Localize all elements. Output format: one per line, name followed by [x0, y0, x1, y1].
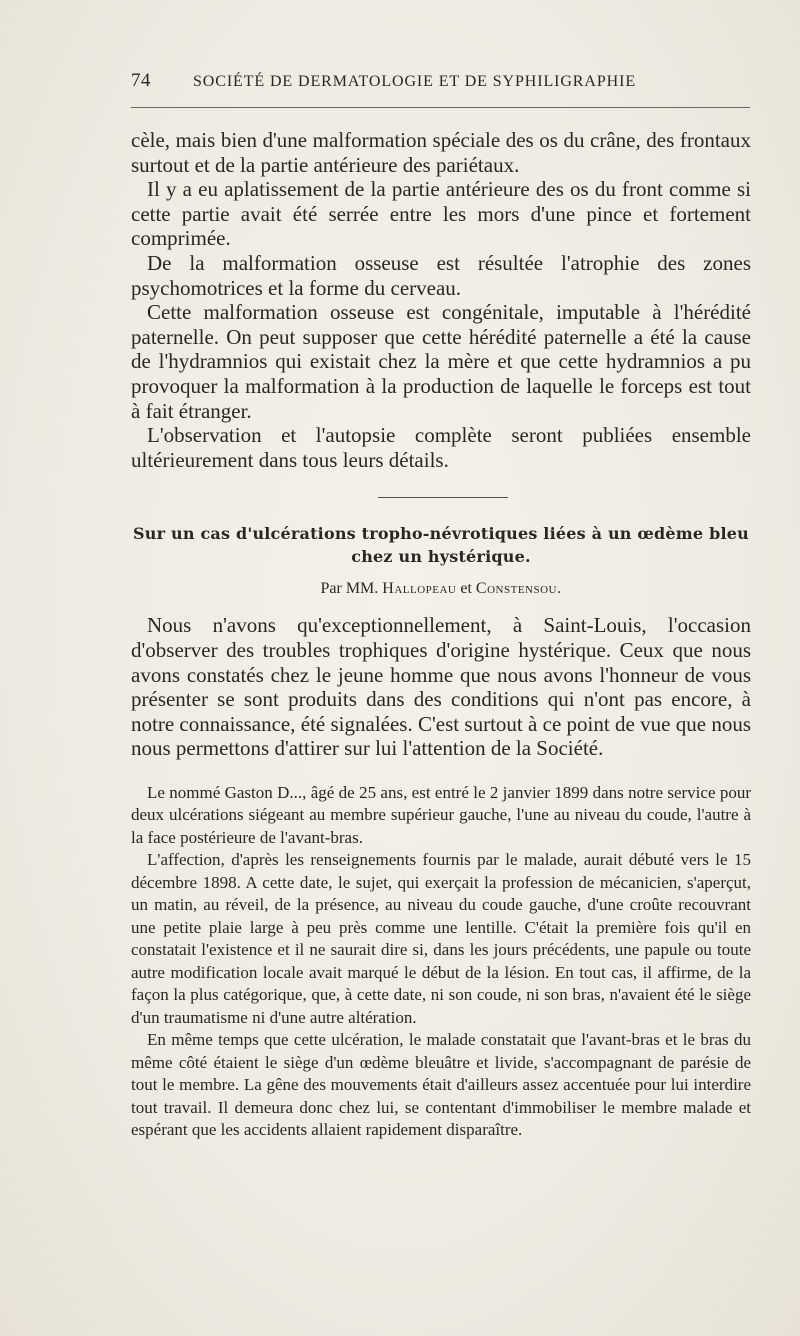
paragraph: L'observation et l'autopsie complète seront publiées ensemble ultérieurement dans tous leurs détails. — [131, 423, 751, 472]
page-number: 74 — [131, 70, 151, 91]
page-header — [131, 70, 750, 92]
body-text — [131, 128, 751, 1142]
case-paragraph: Le nommé Gaston D..., âgé de 25 ans, est entré le 2 janvier 1899 dans notre service pour deux ulcérations siégeant au membre supérieur gauche, l'une au niveau du coude, l'autre à la face postérieure de l'avant-bras. — [131, 782, 751, 847]
paragraph: cèle, mais bien d'une malformation spéciale des os du crâne, des frontaux surtout et de la partie antérieure des pariétaux. — [131, 128, 751, 177]
paragraph: De la malformation osseuse est résultée l'atrophie des zones psychomotrices et la forme du cerveau. — [131, 250, 751, 300]
author-name: Constensou. — [475, 580, 562, 598]
header-rule — [131, 107, 750, 108]
case-paragraph: L'affection, d'après les renseignements fournis par le malade, aurait débuté vers le 15 décembre 1898. A cette date, le sujet, qui exerçait la profession de mécanicien, s'aperçut, un matin, au réveil, de la présence, au niveau du coude gauche, d'une croûte recouvrant une petite plaie large à peu près comme une lentille. C'était la première fois qu'il en constatait l'existence et il ne saurait dire si, dans les jours précédents, une papule ou toute autre modification locale avait marqué le début de la lésion. En tout cas, il affirme, de la façon la plus catégorique, que, à cette date, ni son coude, ni son bras, n'avaient été le siège d'un traumatisme ni d'une autre altération. — [131, 850, 751, 1027]
byline-prefix: Par MM. — [320, 580, 379, 598]
byline-and: et — [460, 580, 472, 598]
running-head: SOCIÉTÉ DE DERMATOLOGIE ET DE SYPHILIGRAPHIE — [193, 73, 636, 90]
section-separator — [378, 497, 508, 498]
byline — [131, 580, 751, 598]
paragraph: Il y a eu aplatissement de la partie antérieure des os du front comme si cette partie avait été serrée entre les mors d'une pince et fortement comprimée. — [131, 177, 751, 251]
intro-paragraph: Nous n'avons qu'exceptionnellement, à Saint-Louis, l'occasion d'observer des troubles trophiques d'origine hystérique. Ceux que nous avons constatés chez le jeune homme que nous avons l'honneur de vous présenter se sont produits dans des conditions qui n'ont pas encore, à notre connaissance, été signalées. C'est surtout à ce point de vue que nous nous permettons d'attirer sur lui l'attention de la Société. — [131, 613, 751, 761]
paragraph: Cette malformation osseuse est congénitale, imputable à l'hérédité paternelle. On peut supposer que cette hérédité paternelle a été la cause de l'hydramnios qui existait chez la mère et que cette hydramnios a pu provoquer la malformation à la production de laquelle le forceps est tout à fait étranger. — [131, 300, 751, 423]
author-name: Hallopeau — [382, 580, 457, 598]
case-paragraph: En même temps que cette ulcération, le malade constatait que l'avant-bras et le bras du même côté étaient le siège d'un œdème bleuâtre et livide, s'accompagnant de parésie de tout le membre. La gêne des mouvements était d'ailleurs assez accentuée pour lui interdire tout travail. Il demeura donc chez lui, se contentant d'immobiliser le membre malade et espérant que les accidents allaient rapidement disparaître. — [131, 1030, 751, 1140]
article-title: Sur un cas d'ulcérations tropho-névrotiques liées à un œdème bleu chez un hystérique. — [133, 524, 749, 567]
